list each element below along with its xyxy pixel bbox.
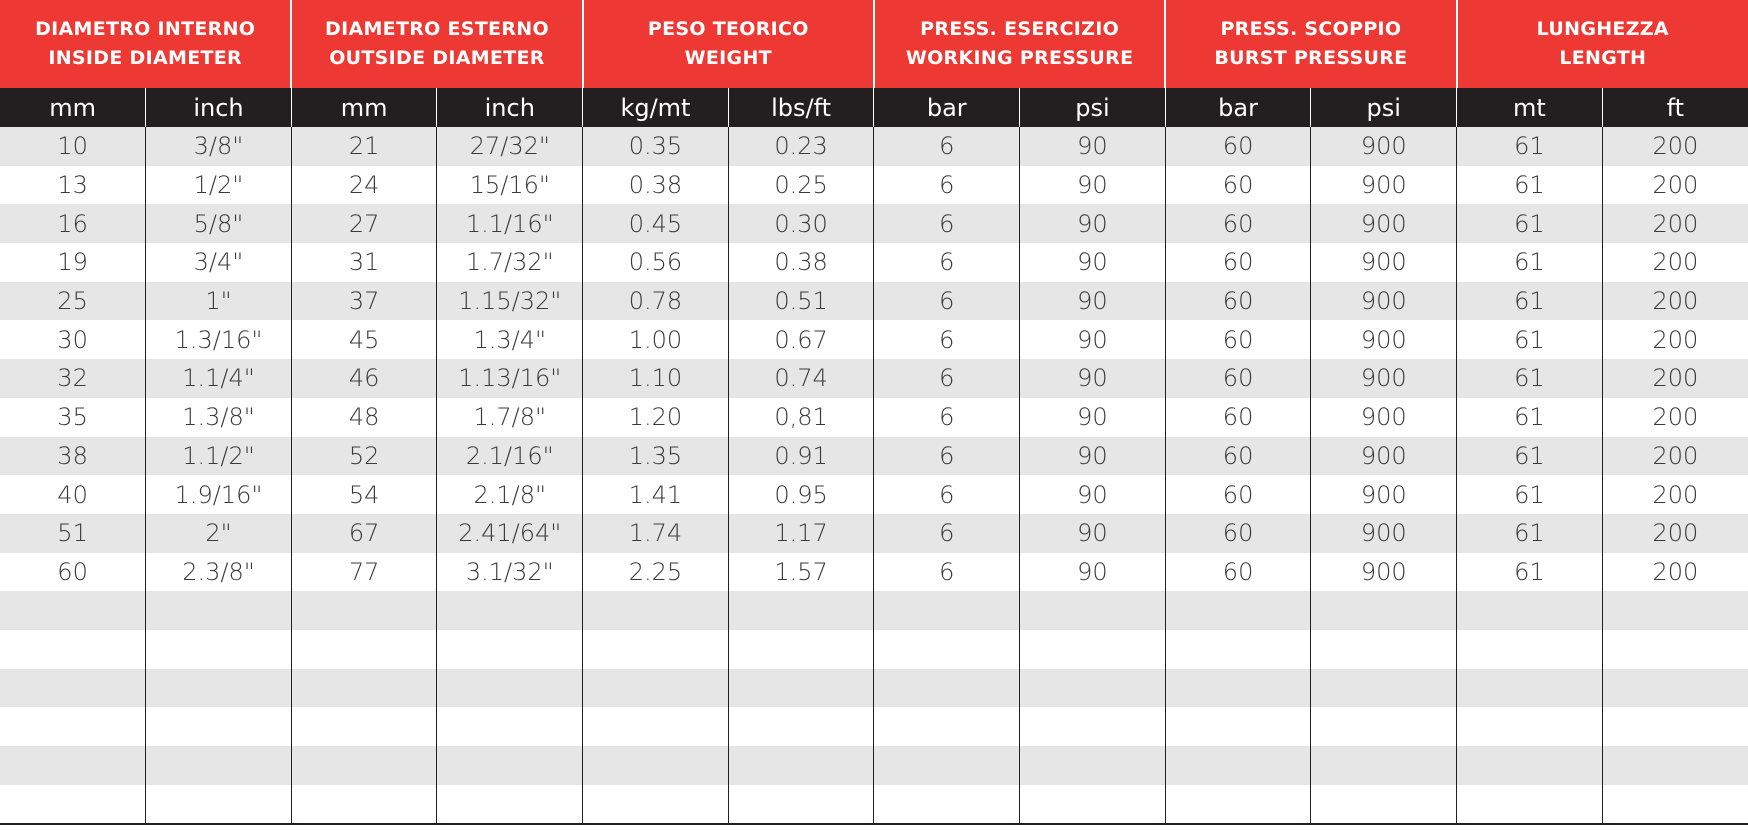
table-cell: 900: [1311, 166, 1457, 205]
table-cell: 61: [1457, 166, 1603, 205]
table-cell: 1.3/4": [437, 320, 583, 359]
table-cell: 0.38: [728, 243, 874, 282]
group-header-en: INSIDE DIAMETER: [48, 47, 242, 69]
table-cell: 900: [1311, 282, 1457, 321]
table-cell: 1.10: [583, 359, 729, 398]
table-cell: [1602, 591, 1748, 630]
table-cell: [1165, 707, 1311, 746]
table-cell: 60: [1165, 243, 1311, 282]
table-cell: 90: [1020, 437, 1166, 476]
table-cell: [583, 785, 729, 825]
group-header-en: BURST PRESSURE: [1214, 47, 1408, 69]
unit-header-row: [0, 88, 1748, 127]
table-cell: 46: [291, 359, 437, 398]
table-cell: 38: [0, 437, 146, 476]
table-row: [0, 166, 1748, 205]
table-cell: 1.41: [583, 475, 729, 514]
table-cell: 0.74: [728, 359, 874, 398]
table-cell: 90: [1020, 282, 1166, 321]
table-cell: 6: [874, 243, 1020, 282]
table-cell: 52: [291, 437, 437, 476]
table-cell: [1020, 746, 1166, 785]
table-row: [0, 204, 1748, 243]
table-cell: 0.38: [583, 166, 729, 205]
table-cell: 1.74: [583, 514, 729, 553]
table-cell: [1165, 746, 1311, 785]
table-cell: [437, 785, 583, 825]
group-header-length: [1457, 0, 1748, 88]
table-cell: 61: [1457, 359, 1603, 398]
table-cell: 60: [1165, 282, 1311, 321]
table-cell: [1020, 785, 1166, 825]
table-cell: 61: [1457, 320, 1603, 359]
group-header-weight: [583, 0, 874, 88]
table-cell: 21: [291, 127, 437, 166]
table-cell: 1.7/8": [437, 398, 583, 437]
table-cell: 1.1/4": [146, 359, 292, 398]
table-cell: 2.1/16": [437, 437, 583, 476]
table-cell: 6: [874, 204, 1020, 243]
group-header-it: DIAMETRO ESTERNO: [325, 18, 549, 40]
table-cell: 6: [874, 398, 1020, 437]
table-cell: 200: [1602, 166, 1748, 205]
table-cell: 45: [291, 320, 437, 359]
table-cell: [0, 785, 146, 825]
table-cell: 60: [1165, 127, 1311, 166]
table-cell: [874, 785, 1020, 825]
table-cell: 1.15/32": [437, 282, 583, 321]
table-cell: [146, 669, 292, 708]
table-cell: 0.45: [583, 204, 729, 243]
table-cell: 0.35: [583, 127, 729, 166]
group-header-working-pressure: [874, 0, 1165, 88]
table-cell: 90: [1020, 127, 1166, 166]
table-cell: 0.51: [728, 282, 874, 321]
table-cell: 2": [146, 514, 292, 553]
table-cell: 61: [1457, 514, 1603, 553]
table-cell: 90: [1020, 243, 1166, 282]
table-cell: 3/8": [146, 127, 292, 166]
table-cell: 60: [1165, 437, 1311, 476]
unit-header-cell: ft: [1602, 88, 1748, 127]
table-cell: 1.9/16": [146, 475, 292, 514]
table-cell: 61: [1457, 204, 1603, 243]
table-cell: 0.91: [728, 437, 874, 476]
table-cell: 60: [1165, 320, 1311, 359]
table-cell: [728, 746, 874, 785]
table-cell: 900: [1311, 359, 1457, 398]
group-header-burst-pressure: [1165, 0, 1456, 88]
table-cell: [583, 669, 729, 708]
table-cell: [1457, 630, 1603, 669]
table-cell: 61: [1457, 243, 1603, 282]
table-row: [0, 437, 1748, 476]
table-cell: 54: [291, 475, 437, 514]
table-cell: 200: [1602, 359, 1748, 398]
table-cell: [583, 707, 729, 746]
table-cell: 200: [1602, 204, 1748, 243]
table-cell: [1457, 591, 1603, 630]
table-cell: 90: [1020, 320, 1166, 359]
table-cell: 1.57: [728, 553, 874, 592]
table-cell: 15/16": [437, 166, 583, 205]
table-cell: 60: [1165, 204, 1311, 243]
table-cell: 6: [874, 553, 1020, 592]
group-header-en: LENGTH: [1559, 47, 1647, 69]
table-cell: 32: [0, 359, 146, 398]
table-cell: 0,81: [728, 398, 874, 437]
table-cell: 200: [1602, 475, 1748, 514]
table-cell: [1020, 669, 1166, 708]
unit-header-cell: inch: [146, 88, 292, 127]
table-cell: 200: [1602, 282, 1748, 321]
table-cell: 900: [1311, 204, 1457, 243]
table-cell: 200: [1602, 243, 1748, 282]
unit-header-cell: kg/mt: [583, 88, 729, 127]
table-cell: [728, 707, 874, 746]
table-cell: [1311, 746, 1457, 785]
table-cell: 60: [0, 553, 146, 592]
group-header-it: DIAMETRO INTERNO: [35, 18, 256, 40]
table-cell: [874, 707, 1020, 746]
table-cell: 900: [1311, 398, 1457, 437]
table-cell: 200: [1602, 127, 1748, 166]
table-row: [0, 320, 1748, 359]
table-cell: 90: [1020, 166, 1166, 205]
table-cell: [874, 669, 1020, 708]
table-cell: 1.3/8": [146, 398, 292, 437]
table-cell: [1602, 669, 1748, 708]
table-cell: 10: [0, 127, 146, 166]
table-cell: [1457, 707, 1603, 746]
table-cell: [291, 591, 437, 630]
table-cell: [728, 591, 874, 630]
table-cell: 1.3/16": [146, 320, 292, 359]
table-row: [0, 630, 1748, 669]
table-cell: 90: [1020, 204, 1166, 243]
table-cell: 0.23: [728, 127, 874, 166]
table-cell: [728, 669, 874, 708]
table-cell: 0.30: [728, 204, 874, 243]
table-cell: 900: [1311, 127, 1457, 166]
table-cell: 0.95: [728, 475, 874, 514]
group-header-outside-diameter: [291, 0, 582, 88]
table-cell: [874, 746, 1020, 785]
group-header-it: PRESS. ESERCIZIO: [920, 18, 1120, 40]
table-cell: 27: [291, 204, 437, 243]
table-cell: [437, 630, 583, 669]
table-cell: 27/32": [437, 127, 583, 166]
table-cell: 19: [0, 243, 146, 282]
group-header-it: LUNGHEZZA: [1536, 18, 1669, 40]
group-header-inside-diameter: [0, 0, 291, 88]
group-header-row: [0, 0, 1748, 88]
table-cell: [1457, 785, 1603, 825]
table-cell: [1311, 707, 1457, 746]
table-cell: [1602, 630, 1748, 669]
unit-header-cell: mm: [0, 88, 146, 127]
table-cell: 60: [1165, 398, 1311, 437]
table-row: [0, 514, 1748, 553]
group-header-en: OUTSIDE DIAMETER: [329, 47, 545, 69]
table-cell: 60: [1165, 475, 1311, 514]
table-cell: 900: [1311, 437, 1457, 476]
table-cell: 2.3/8": [146, 553, 292, 592]
table-cell: 1.7/32": [437, 243, 583, 282]
table-cell: 37: [291, 282, 437, 321]
group-header-en: WORKING PRESSURE: [905, 47, 1134, 69]
table-cell: [1457, 746, 1603, 785]
table-row: [0, 398, 1748, 437]
table-row: [0, 243, 1748, 282]
table-cell: 1.1/2": [146, 437, 292, 476]
table-cell: [291, 785, 437, 825]
table-cell: 61: [1457, 475, 1603, 514]
table-cell: 0.25: [728, 166, 874, 205]
table-cell: 16: [0, 204, 146, 243]
table-cell: 200: [1602, 437, 1748, 476]
table-cell: 6: [874, 475, 1020, 514]
table-cell: 61: [1457, 127, 1603, 166]
table-cell: 67: [291, 514, 437, 553]
table-cell: [0, 630, 146, 669]
unit-header-cell: psi: [1020, 88, 1166, 127]
table-cell: 90: [1020, 398, 1166, 437]
table-cell: 35: [0, 398, 146, 437]
table-cell: [1311, 785, 1457, 825]
table-cell: 1/2": [146, 166, 292, 205]
table-cell: 60: [1165, 553, 1311, 592]
table-cell: 3.1/32": [437, 553, 583, 592]
table-cell: 1.35: [583, 437, 729, 476]
unit-header-cell: psi: [1311, 88, 1457, 127]
table-cell: 200: [1602, 398, 1748, 437]
unit-header-cell: bar: [1165, 88, 1311, 127]
table-cell: [291, 707, 437, 746]
table-cell: [437, 669, 583, 708]
table-cell: 31: [291, 243, 437, 282]
table-cell: [1165, 669, 1311, 708]
table-cell: [291, 669, 437, 708]
table-cell: [1165, 785, 1311, 825]
table-cell: [1020, 630, 1166, 669]
table-body: [0, 127, 1748, 824]
table-cell: [0, 746, 146, 785]
table-cell: 6: [874, 437, 1020, 476]
table-cell: 900: [1311, 553, 1457, 592]
table-cell: [1165, 630, 1311, 669]
table-cell: 90: [1020, 553, 1166, 592]
table-cell: 61: [1457, 282, 1603, 321]
table-cell: 6: [874, 127, 1020, 166]
table-cell: [1311, 630, 1457, 669]
table-cell: 1.00: [583, 320, 729, 359]
table-row: [0, 127, 1748, 166]
table-cell: [874, 630, 1020, 669]
table-cell: [291, 630, 437, 669]
table-cell: [146, 785, 292, 825]
table-cell: 1.1/16": [437, 204, 583, 243]
table-cell: [1602, 746, 1748, 785]
table-cell: [583, 630, 729, 669]
table-row: [0, 785, 1748, 825]
table-cell: 60: [1165, 166, 1311, 205]
table-cell: [583, 746, 729, 785]
table-cell: 3/4": [146, 243, 292, 282]
table-row: [0, 475, 1748, 514]
table-cell: 60: [1165, 359, 1311, 398]
table-cell: [146, 746, 292, 785]
table-row: [0, 707, 1748, 746]
table-cell: 200: [1602, 320, 1748, 359]
table-cell: [1165, 591, 1311, 630]
table-cell: 6: [874, 166, 1020, 205]
table-cell: [1602, 707, 1748, 746]
table-cell: 1.13/16": [437, 359, 583, 398]
table-cell: 48: [291, 398, 437, 437]
table-row: [0, 669, 1748, 708]
table-cell: 6: [874, 514, 1020, 553]
table-row: [0, 591, 1748, 630]
table-cell: 24: [291, 166, 437, 205]
table-cell: 1": [146, 282, 292, 321]
table-cell: [1020, 707, 1166, 746]
table-cell: [583, 591, 729, 630]
table-cell: 0.78: [583, 282, 729, 321]
table-cell: 60: [1165, 514, 1311, 553]
table-cell: 1.20: [583, 398, 729, 437]
table-cell: 61: [1457, 437, 1603, 476]
table-cell: [728, 785, 874, 825]
table-cell: 2.41/64": [437, 514, 583, 553]
group-header-it: PRESS. SCOPPIO: [1220, 18, 1402, 40]
table-cell: [146, 707, 292, 746]
table-cell: 90: [1020, 475, 1166, 514]
table-cell: [1311, 591, 1457, 630]
table-cell: 6: [874, 359, 1020, 398]
table-cell: 900: [1311, 514, 1457, 553]
table-cell: 40: [0, 475, 146, 514]
table-cell: [0, 707, 146, 746]
unit-header-cell: bar: [874, 88, 1020, 127]
unit-header-cell: mt: [1457, 88, 1603, 127]
table-row: [0, 553, 1748, 592]
table-cell: 0.67: [728, 320, 874, 359]
table-cell: [728, 630, 874, 669]
unit-header-cell: mm: [291, 88, 437, 127]
table-cell: 6: [874, 320, 1020, 359]
group-header-en: WEIGHT: [684, 47, 772, 69]
table-cell: [0, 669, 146, 708]
table-cell: 30: [0, 320, 146, 359]
table-cell: [291, 746, 437, 785]
table-cell: 61: [1457, 553, 1603, 592]
table-cell: [874, 591, 1020, 630]
table-cell: 51: [0, 514, 146, 553]
table-cell: 200: [1602, 514, 1748, 553]
table-cell: 61: [1457, 398, 1603, 437]
table-cell: [1020, 591, 1166, 630]
table-cell: 90: [1020, 514, 1166, 553]
table-cell: [437, 746, 583, 785]
table-cell: 1.17: [728, 514, 874, 553]
table-cell: 200: [1602, 553, 1748, 592]
table-cell: 0.56: [583, 243, 729, 282]
table-cell: 5/8": [146, 204, 292, 243]
table-row: [0, 746, 1748, 785]
table-cell: [437, 591, 583, 630]
table-cell: [146, 591, 292, 630]
table-cell: 25: [0, 282, 146, 321]
table-row: [0, 359, 1748, 398]
table-cell: 77: [291, 553, 437, 592]
table-cell: 2.1/8": [437, 475, 583, 514]
table-cell: 2.25: [583, 553, 729, 592]
table-cell: [437, 707, 583, 746]
group-header-it: PESO TEORICO: [647, 18, 809, 40]
unit-header-cell: inch: [437, 88, 583, 127]
table-cell: 6: [874, 282, 1020, 321]
table-cell: 900: [1311, 475, 1457, 514]
unit-header-cell: lbs/ft: [728, 88, 874, 127]
table-cell: [1311, 669, 1457, 708]
table-cell: 900: [1311, 243, 1457, 282]
table-cell: [1457, 669, 1603, 708]
table-row: [0, 282, 1748, 321]
table-cell: [0, 591, 146, 630]
table-cell: 13: [0, 166, 146, 205]
table-cell: [146, 630, 292, 669]
table-cell: [1602, 785, 1748, 825]
table-cell: 90: [1020, 359, 1166, 398]
table-cell: 900: [1311, 320, 1457, 359]
